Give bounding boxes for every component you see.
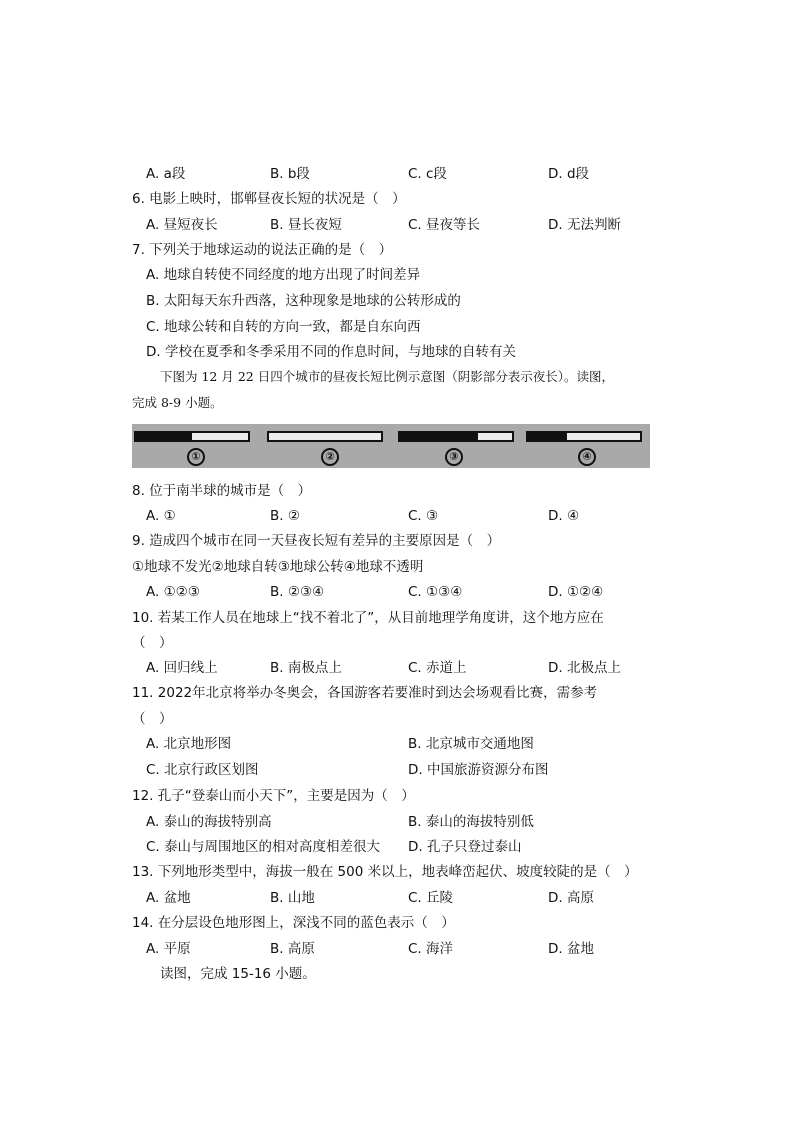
q5-option-a: A. a段	[146, 166, 186, 182]
q13-option-d: D. 高原	[548, 890, 594, 906]
q7-option-c: C. 地球公转和自转的方向一致，都是自东向西	[146, 319, 421, 335]
q13-option-a: A. 盆地	[146, 890, 191, 906]
q12-option-d: D. 孔子只登过泰山	[408, 839, 522, 855]
city-3-label: ③	[445, 448, 463, 466]
closing-instruction: 读图，完成 15-16 小题。	[160, 966, 316, 982]
q12-option-c: C. 泰山与周围地区的相对高度相差很大	[146, 839, 381, 855]
q10-stem: 10. 若某工作人员在地球上“找不着北了”，从目前地理学角度讲，这个地方应在	[132, 610, 604, 626]
day-night-ratio-figure	[132, 424, 650, 468]
q10-option-b: B. 南极点上	[270, 660, 342, 676]
q11-option-c: C. 北京行政区划图	[146, 762, 259, 778]
q12-stem: 12. 孔子“登泰山而小天下”，主要是因为（ ）	[132, 788, 415, 804]
q7-option-d: D. 学校在夏季和冬季采用不同的作息时间，与地球的自转有关	[146, 344, 516, 360]
q6-option-b: B. 昼长夜短	[270, 217, 342, 233]
city-1-day-night-bar	[134, 431, 250, 442]
q14-stem: 14. 在分层设色地形图上，深浅不同的蓝色表示（ ）	[132, 915, 455, 931]
q11-stem: 11. 2022年北京将举办冬奥会，各国游客若要准时到达会场观看比赛，需参考	[132, 685, 598, 701]
q9-option-c: C. ①③④	[408, 584, 463, 600]
q11-stem-bracket: （ ）	[132, 711, 173, 727]
city-1-label: ①	[187, 448, 205, 466]
q14-option-c: C. 海洋	[408, 941, 454, 957]
q9-stem: 9. 造成四个城市在同一天昼夜长短有差异的主要原因是（ ）	[132, 533, 501, 549]
q13-stem: 13. 下列地形类型中，海拔一般在 500 米以上，地表峰峦起伏、坡度较陡的是（ ）	[132, 864, 638, 880]
q8-option-a: A. ①	[146, 508, 176, 524]
q5-option-c: C. c段	[408, 166, 447, 182]
city-4-night-fill	[528, 433, 567, 440]
figure-caption-line1: 下图为 12 月 22 日四个城市的昼夜长短比例示意图（阴影部分表示夜长）。读图，	[160, 369, 614, 384]
q11-option-b: B. 北京城市交通地图	[408, 736, 534, 752]
q5-option-d: D. d段	[548, 166, 590, 182]
q6-option-c: C. 昼夜等长	[408, 217, 481, 233]
q14-option-b: B. 高原	[270, 941, 315, 957]
q9-sub-statements: ①地球不发光②地球自转③地球公转④地球不透明	[132, 559, 424, 575]
q6-option-d: D. 无法判断	[548, 217, 621, 233]
q6-stem: 6. 电影上映时，邯郸昼夜长短的状况是（ ）	[132, 191, 406, 207]
q8-option-c: C. ③	[408, 508, 439, 524]
q5-option-b: B. b段	[270, 166, 310, 182]
q7-stem: 7. 下列关于地球运动的说法正确的是（ ）	[132, 242, 393, 258]
q7-option-b: B. 太阳每天东升西落，这种现象是地球的公转形成的	[146, 293, 461, 309]
q7-option-a: A. 地球自转使不同经度的地方出现了时间差异	[146, 267, 421, 283]
q8-option-b: B. ②	[270, 508, 300, 524]
q11-option-d: D. 中国旅游资源分布图	[408, 762, 549, 778]
city-1-night-fill	[136, 433, 192, 440]
city-2-day-night-bar	[267, 431, 383, 442]
city-2-label: ②	[321, 448, 339, 466]
city-3-day-night-bar	[398, 431, 514, 442]
q13-option-c: C. 丘陵	[408, 890, 454, 906]
q14-option-a: A. 平原	[146, 941, 191, 957]
city-4-day-night-bar	[526, 431, 642, 442]
q9-option-d: D. ①②④	[548, 584, 604, 600]
city-3-night-fill	[400, 433, 478, 440]
q6-option-a: A. 昼短夜长	[146, 217, 218, 233]
q14-option-d: D. 盆地	[548, 941, 594, 957]
q10-option-c: C. 赤道上	[408, 660, 467, 676]
q9-option-a: A. ①②③	[146, 584, 200, 600]
figure-caption-line2: 完成 8-9 小题。	[132, 395, 223, 410]
q11-option-a: A. 北京地形图	[146, 736, 232, 752]
q8-stem: 8. 位于南半球的城市是（ ）	[132, 483, 312, 499]
q9-option-b: B. ②③④	[270, 584, 325, 600]
q12-option-a: A. 泰山的海拔特别高	[146, 814, 272, 830]
q10-stem-bracket: （ ）	[132, 635, 173, 651]
q8-option-d: D. ④	[548, 508, 580, 524]
q12-option-b: B. 泰山的海拔特别低	[408, 814, 534, 830]
q10-option-a: A. 回归线上	[146, 660, 218, 676]
q10-option-d: D. 北极点上	[548, 660, 621, 676]
q13-option-b: B. 山地	[270, 890, 315, 906]
city-4-label: ④	[578, 448, 596, 466]
